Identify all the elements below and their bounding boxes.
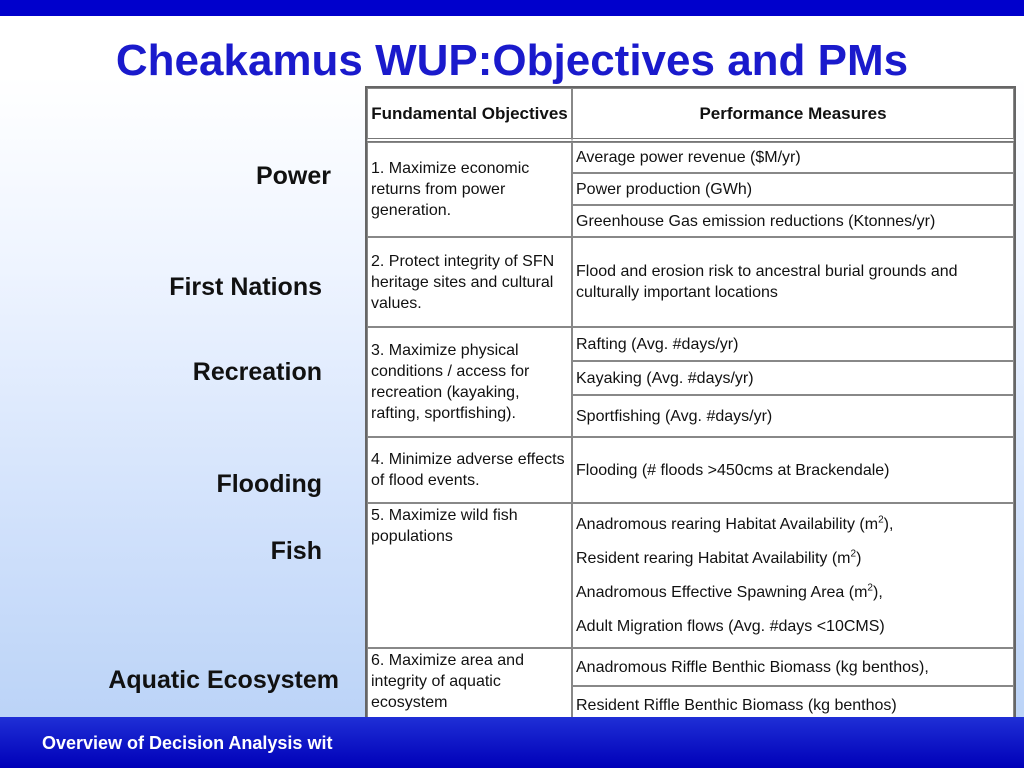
table-row [367, 327, 1014, 361]
category-aquatic-ecosystem: Aquatic Ecosystem [108, 666, 339, 694]
objective-fish: 5. Maximize wild fish populations [367, 503, 572, 648]
fish-measure: Anadromous rearing Habitat Availability $(m^2)$, [576, 514, 894, 533]
measure-cell: Average power revenue ($M/yr) [572, 142, 1014, 173]
table-row [367, 237, 1014, 327]
fish-measure: Resident rearing Habitat Availability $(m^2)$ [576, 548, 862, 567]
table-row [367, 437, 1014, 503]
table-row [367, 142, 1014, 173]
header-fundamental-objectives: Fundamental Objectives [367, 88, 572, 142]
objective-first-nations: 2. Protect integrity of SFN heritage sites and cultural values. [367, 237, 572, 327]
footer-text: Overview of Decision Analysis wit [42, 733, 333, 753]
measure-cell: Rafting (Avg. #days/yr) [572, 327, 1014, 361]
measure-cell: Power production (GWh) [572, 173, 1014, 205]
table-row [367, 648, 1014, 686]
category-fish: Fish [270, 537, 322, 565]
slide-title: Cheakamus WUP:Objectives and PMs [115, 36, 909, 85]
measure-cell: Flood and erosion risk to ancestral burial grounds and culturally important locations [572, 237, 1014, 327]
category-flooding: Flooding [216, 470, 322, 498]
measure-cell-fish [572, 503, 1014, 648]
fish-measure: Anadromous Effective Spawning Area $(m^2)$, [576, 582, 883, 601]
table-row [367, 503, 1014, 648]
objective-recreation: 3. Maximize physical conditions / access for recreation (kayaking, rafting, sportfishing). [367, 327, 572, 437]
measure-cell: Flooding (# floods >450cms at Brackendale) [572, 437, 1014, 503]
fish-measure: Adult Migration flows (Avg. #days <10CMS) [576, 617, 885, 635]
objective-power: 1. Maximize economic returns from power generation. [367, 142, 572, 237]
measure-cell: Anadromous Riffle Benthic Biomass (kg benthos), [572, 648, 1014, 686]
measure-cell: Resident Riffle Benthic Biomass (kg benthos) [572, 686, 1014, 724]
measure-cell: Sportfishing (Avg. #days/yr) [572, 395, 1014, 437]
objectives-table [365, 86, 1016, 726]
category-recreation: Recreation [192, 358, 322, 386]
measure-cell: Kayaking (Avg. #days/yr) [572, 361, 1014, 395]
header-performance-measures: Performance Measures [572, 88, 1014, 142]
table-header-row [367, 88, 1014, 142]
top-accent-bar [0, 0, 1024, 16]
measure-cell: Greenhouse Gas emission reductions (Ktonnes/yr) [572, 205, 1014, 237]
category-power: Power [255, 162, 331, 190]
objective-aquatic: 6. Maximize area and integrity of aquatic ecosystem [367, 648, 572, 724]
category-first-nations: First Nations [169, 273, 322, 301]
objective-flooding: 4. Minimize adverse effects of flood events. [367, 437, 572, 503]
